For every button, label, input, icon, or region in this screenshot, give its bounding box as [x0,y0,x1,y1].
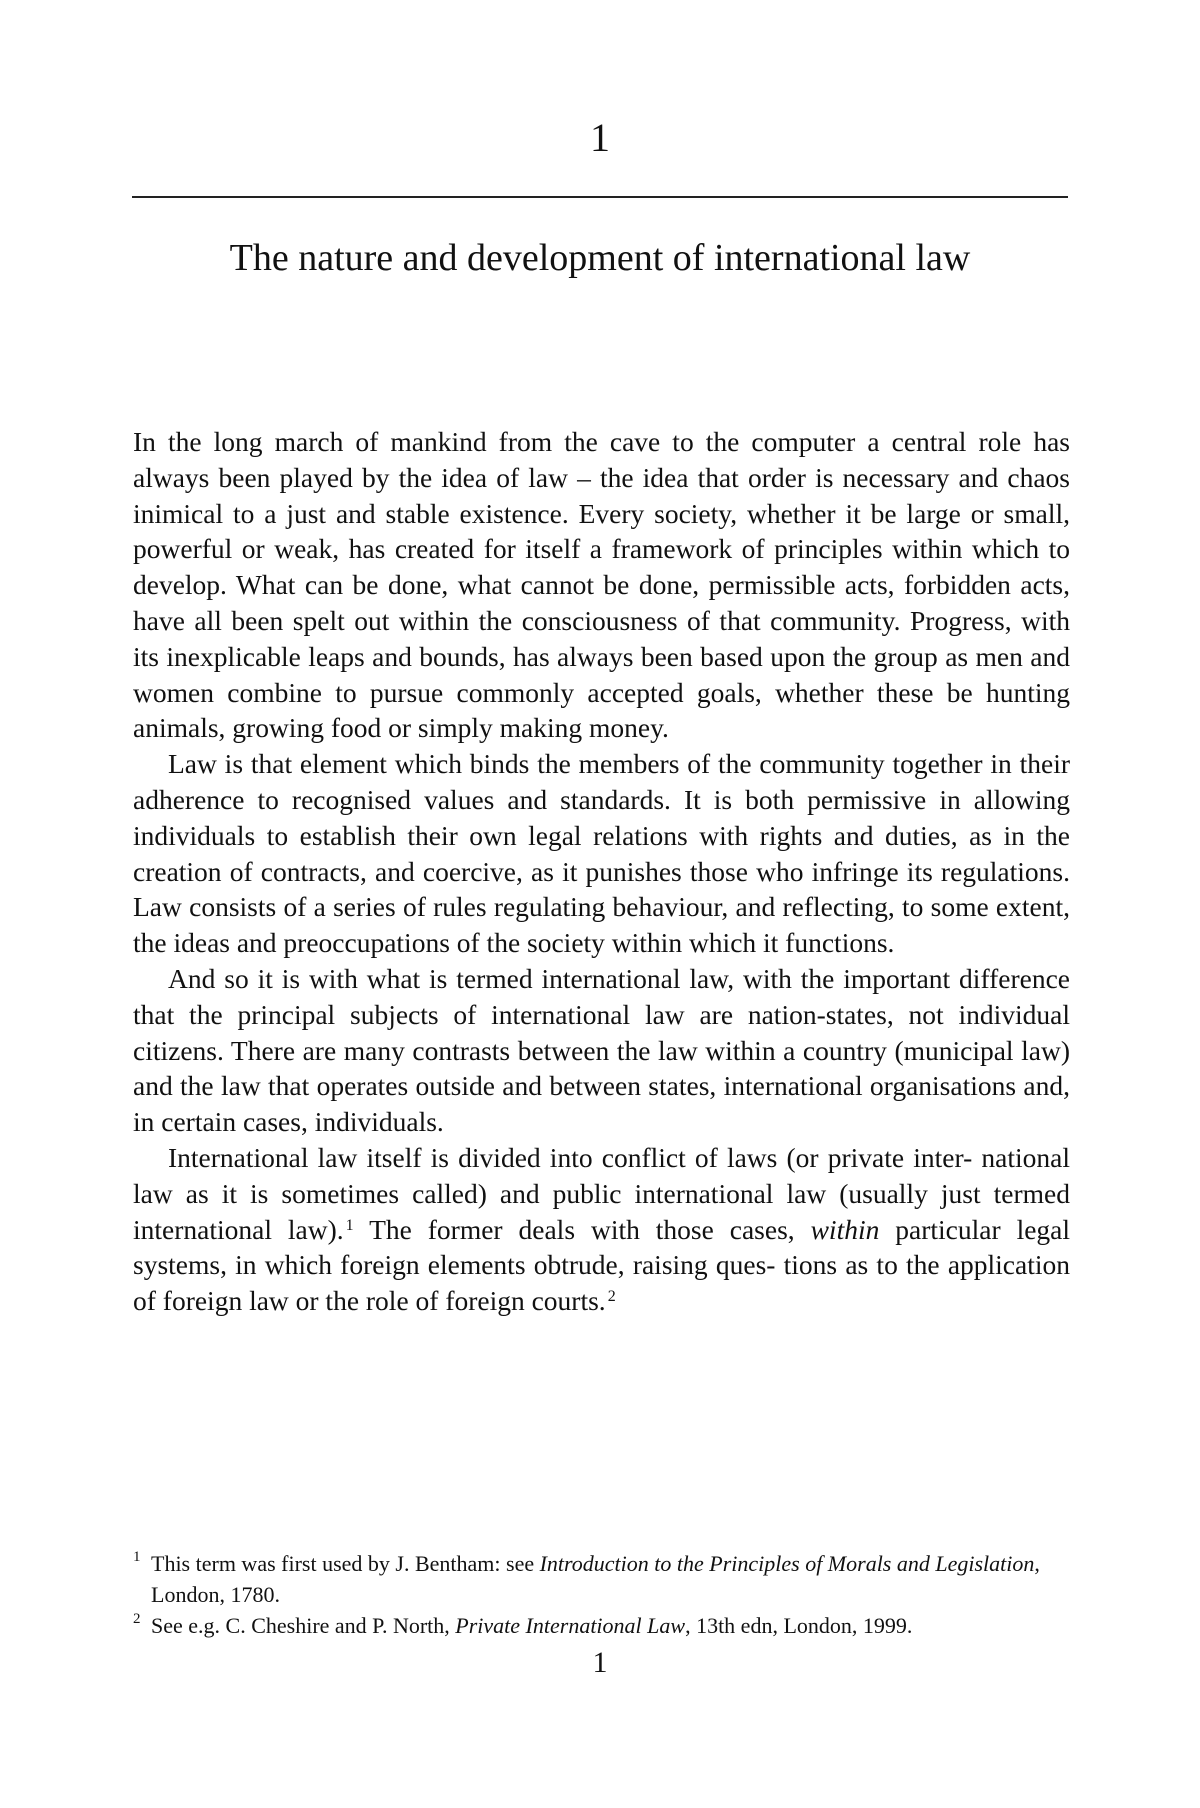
footnote-text: , 13th edn, London, 1999. [685,1613,913,1638]
footnote-2 [133,1610,1078,1641]
paragraph-3: And so it is with what is termed international law, with the important difference that the principal subjects of international law are nation-states, not individual citizens. There are many contrasts between the law within a country (municipal law) and the law that operates outside and between states, international organisations and, in certain cases, individuals. [133,962,1070,1138]
footnote-number: 2 [133,1611,141,1627]
chapter-title: The nature and development of international law [229,237,971,279]
footnote-work-title: Introduction to the Principles of Morals and Legislation [539,1551,1035,1576]
footnote-text: , London, 1780. [151,1551,1040,1607]
paragraph-4-text-b: The former deals with those cases, [353,1213,811,1245]
footnote-number: 1 [133,1549,141,1565]
paragraph-4-text-c: particular legal systems, in which foreign elements obtrude, raising ques- tions as to the application of foreign law or the role of foreign courts. [133,1213,1071,1317]
footnote-1 [133,1548,1078,1610]
paragraph-4 [133,1140,1070,1319]
paragraph-4-text-a: International law itself is divided into conflict of laws (or private inter- national law as it is sometimes called) and public international law (usually just termed international law). [133,1141,1070,1245]
chapter-divider [132,196,1068,198]
footnote-ref-1[interactable]: 1 [345,1216,354,1234]
footnote-text: See e.g. C. Cheshire and P. North, [151,1613,456,1638]
footnote-work-title: Private International Law [455,1613,686,1638]
footnote-text: This term was first used by J. Bentham: see [151,1551,540,1576]
body-text [133,424,1070,1319]
chapter-number: 1 [590,115,610,160]
page-number: 1 [592,1646,608,1679]
paragraph-2: Law is that element which binds the members of the community together in their adherence to recognised values and standards. It is both permissive in allowing individuals to establish their own legal relations with rights and duties, as in the creation of contracts, and coercive, as it punishes those who infringe its regulations. Law consists of a series of rules regulating behaviour, and reflecting, to some extent, the ideas and preoccupations of the society within which it functions. [133,748,1070,959]
emphasis-within: within [810,1213,880,1245]
footnotes [133,1548,1078,1641]
footnote-ref-2[interactable]: 2 [607,1288,616,1306]
paragraph-1: In the long march of mankind from the cave to the computer a central role has always been played by the idea of law – the idea that order is necessary and chaos inimical to a just and stable existence. Every society, whether it be large or small, powerful or weak, has created for itself a framework of principles within which to develop. What can be done, what cannot be done, permissible acts, forbidden acts, have all been spelt out within the consciousness of that community. Progress, with its inexplicable leaps and bounds, has always been based upon the group as men and women combine to pursue commonly accepted goals, whether these be hunting animals, growing food or simply making money. [133,426,1070,744]
